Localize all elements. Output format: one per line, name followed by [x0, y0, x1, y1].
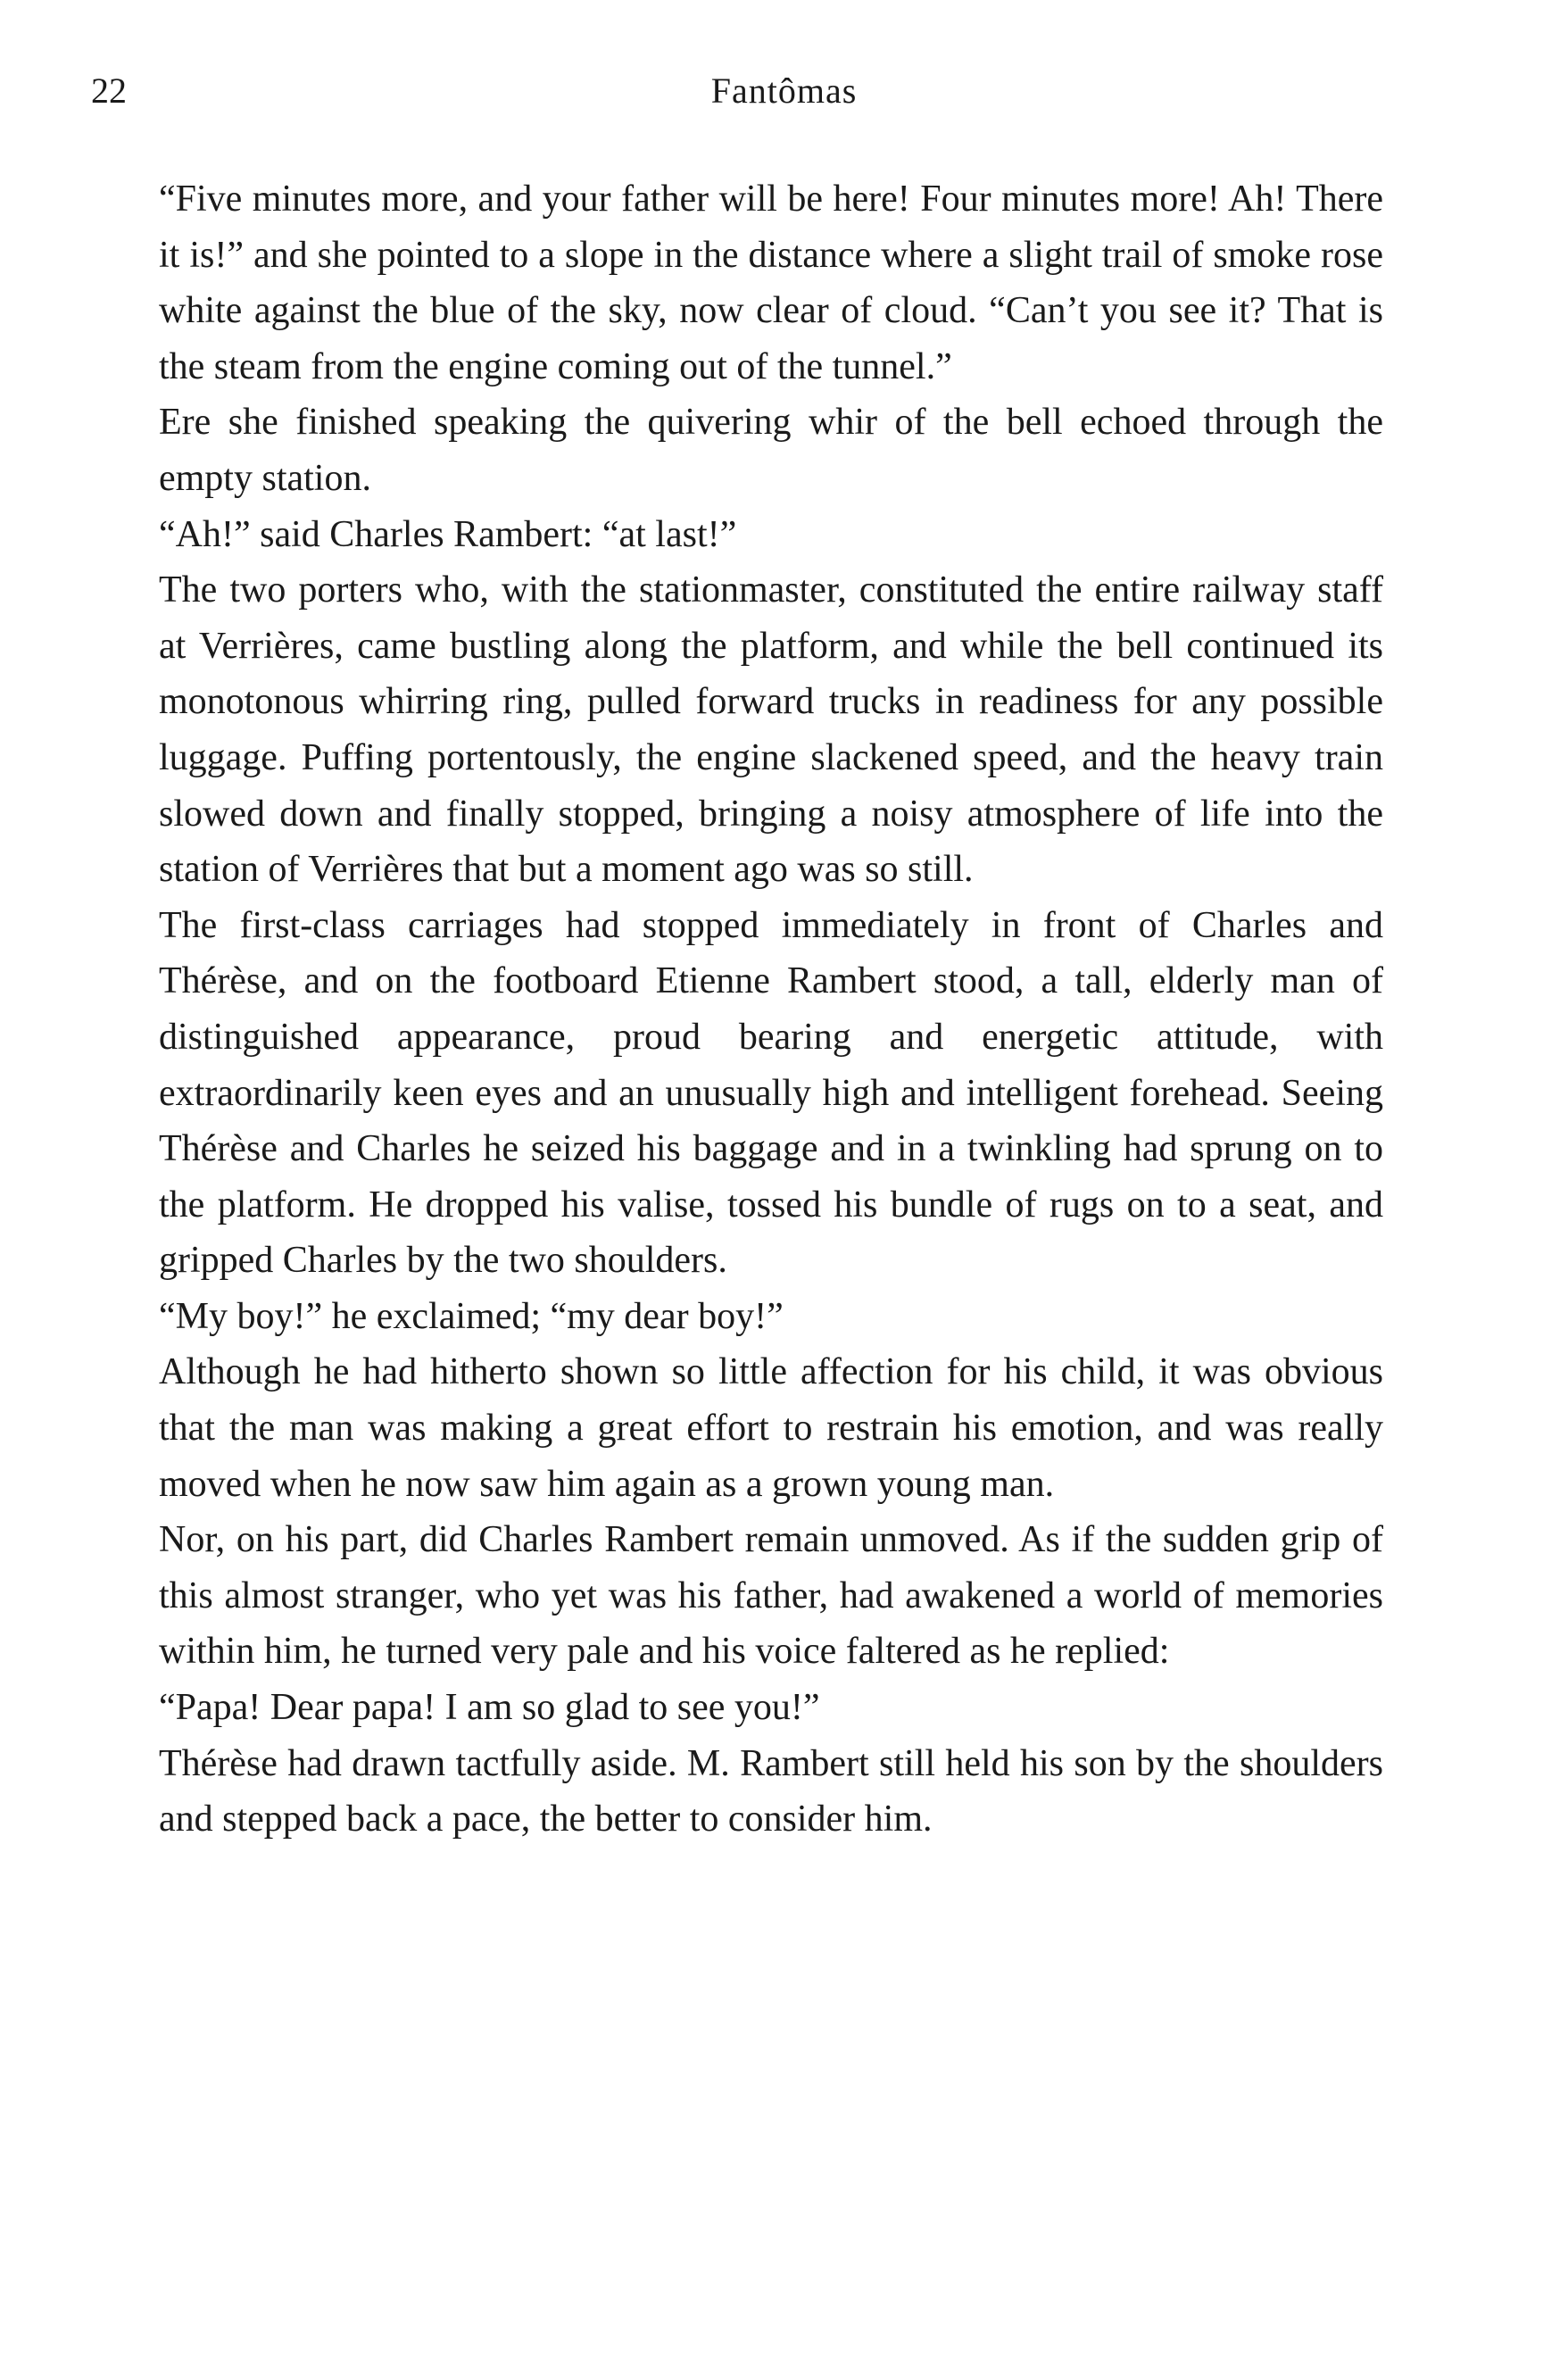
paragraph-2: Ere she finished speaking the quivering whir of the bell echoed through the empty station.: [159, 402, 1383, 499]
paragraph-9: “Papa! Dear papa! I am so glad to see you!”: [159, 1687, 820, 1729]
body-text: [159, 171, 1383, 1848]
paragraph-4: The two porters who, with the stationmaster, constituted the entire railway staff at Verrières, came bustling along the platform, and while the bell continued its monotonous whirring ring, pulled forward trucks in readiness for any possible luggage. Puffing portentously, the engine slackened speed, and the heavy train slowed down and finally stopped, bringing a noisy atmosphere of life into the station of Verrières that but a moment ago was so still.: [159, 569, 1383, 891]
paragraph-7: Although he had hitherto shown so little affection for his child, it was obvious that the man was making a great effort to restrain his emotion, and was really moved when he now saw him again as a grown young man.: [159, 1351, 1383, 1505]
running-head: [0, 64, 1568, 118]
paragraph-6: “My boy!” he exclaimed; “my dear boy!”: [159, 1295, 784, 1337]
page-number: 22: [91, 71, 127, 111]
book-title: Fantômas: [710, 71, 858, 111]
paragraph-8: Nor, on his part, did Charles Rambert remain unmoved. As if the sudden grip of this almost stranger, who yet was his father, had awakened a world of memories within him, he turned very pale and his voice faltered as he replied:: [159, 1519, 1383, 1673]
paragraph-1: “Five minutes more, and your father will be here! Four minutes more! Ah! There it is!” and she pointed to a slope in the distance where a slight trail of smoke rose white against the blue of the sky, now clear of cloud. “Can’t you see it? That is the steam from the engine coming out of the tunnel.”: [159, 179, 1383, 387]
paragraph-3: “Ah!” said Charles Rambert: “at last!”: [159, 513, 737, 555]
paragraph-5: The first-class carriages had stopped immediately in front of Charles and Thérèse, and on the footboard Etienne Rambert stood, a tall, elderly man of distinguished appearance, proud bearing and energetic attitude, with extraordinarily keen eyes and an unusually high and intelligent forehead. Seeing Thérèse and Charles he seized his baggage and in a twinkling had sprung on to the platform. He dropped his valise, tossed his bundle of rugs on to a seat, and gripped Charles by the two shoulders.: [159, 904, 1383, 1282]
paragraph-10: Thérèse had drawn tactfully aside. M. Rambert still held his son by the shoulders and stepped back a pace, the better to consider him.: [159, 1742, 1383, 1840]
